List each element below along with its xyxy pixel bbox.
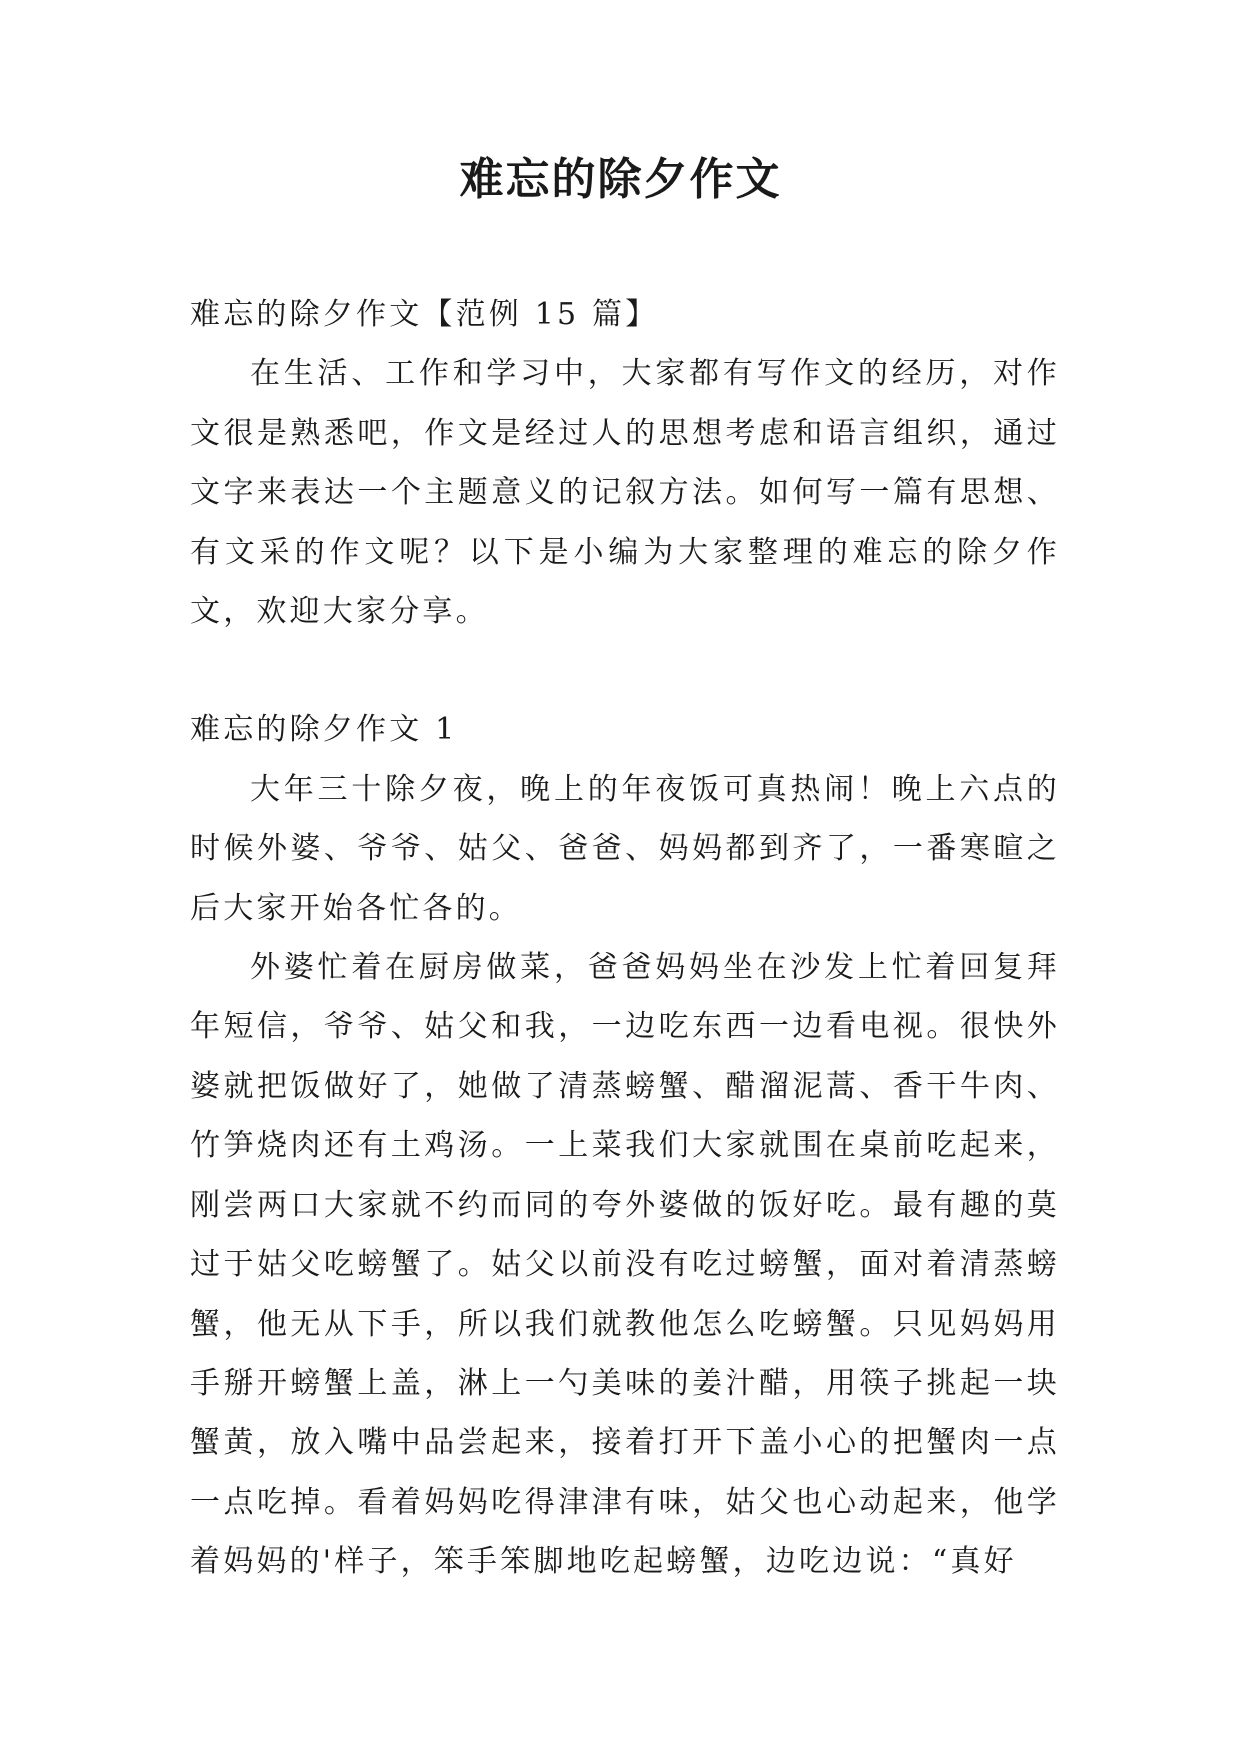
intro-heading: 难忘的除夕作文【范例 15 篇】 bbox=[190, 297, 659, 332]
document-title: 难忘的除夕作文 bbox=[459, 154, 782, 205]
body-paragraph: 外婆忙着在厨房做菜，爸爸妈妈坐在沙发上忙着回复拜年短信，爷爷、姑父和我，一边吃东西一边看电视。很快外婆就把饭做好了，她做了清蒸螃蟹、醋溜泥蒿、香干牛肉、竹笋烧肉还有土鸡汤。一上菜我们大家就围在桌前吃起来，刚尝两口大家就不约而同的夸外婆做的饭好吃。最有趣的莫过于姑父吃螃蟹了。姑父以前没有吃过螃蟹，面对着清蒸螃蟹，他无从下手，所以我们就教他怎么吃螃蟹。只见妈妈用手掰开螃蟹上盖，淋上一勺美味的姜汁醋，用筷子挑起一块蟹黄，放入嘴中品尝起来，接着打开下盖小心的把蟹肉一点一点吃掉。看着妈妈吃得津津有味，姑父也心动起来，他学着妈妈的'样子，笨手笨脚地吃起螃蟹，边吃边说：“真好 bbox=[190, 950, 1060, 1580]
section-spacer bbox=[190, 641, 1060, 700]
intro-paragraph: 在生活、工作和学习中，大家都有写作文的经历，对作文很是熟悉吧，作文是经过人的思想考虑和语言组织，通过文字来表达一个主题意义的记叙方法。如何写一篇有思想、有文采的作文呢？以下是小编为大家整理的难忘的除夕作文，欢迎大家分享。 bbox=[190, 356, 1060, 630]
body-paragraph: 大年三十除夕夜，晚上的年夜饭可真热闹！晚上六点的时候外婆、爷爷、姑父、爸爸、妈妈都到齐了，一番寒暄之后大家开始各忙各的。 bbox=[190, 771, 1060, 926]
section-heading: 难忘的除夕作文 1 bbox=[190, 712, 458, 748]
document-body bbox=[190, 285, 1060, 1592]
